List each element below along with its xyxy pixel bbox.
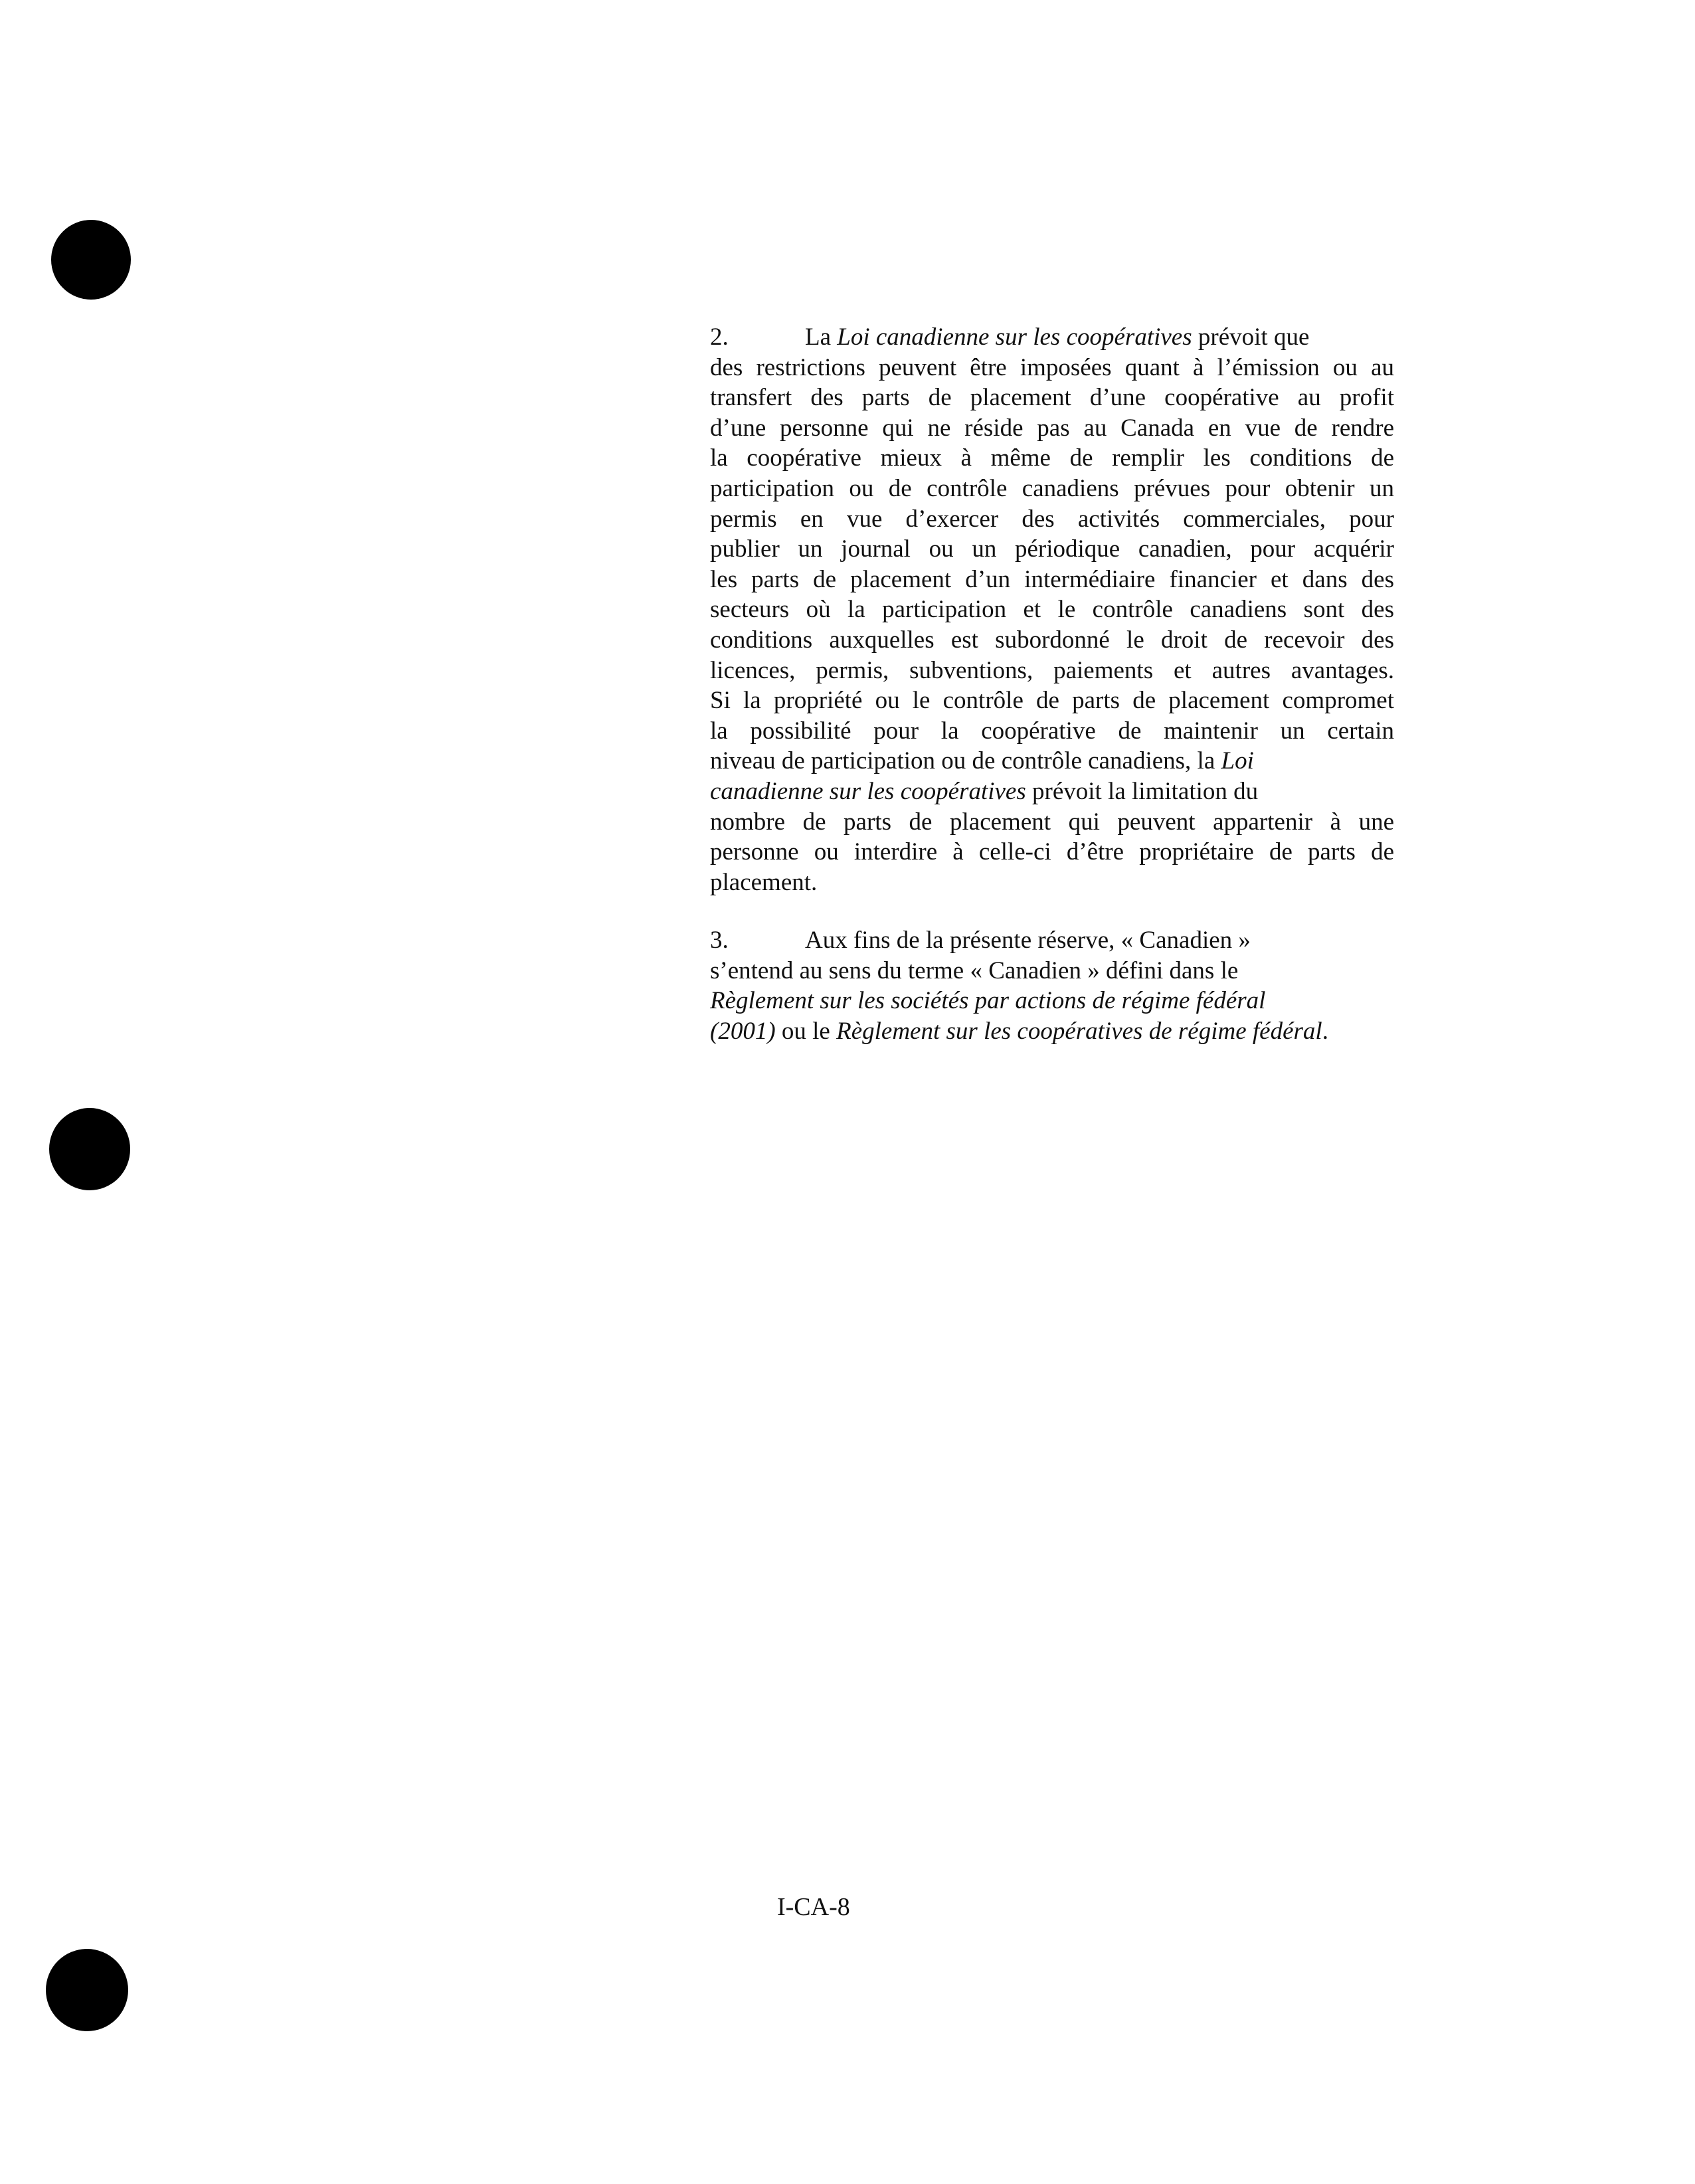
- paragraph-2-line-7: permis en vue d’exercer des activités commerciales, pour: [710, 505, 1394, 533]
- act-title-italic: Loi canadienne sur les coopératives: [837, 323, 1192, 351]
- paragraph-2-line-1: [710, 322, 1394, 353]
- paragraph-2-number: 2.: [710, 323, 729, 351]
- paragraph-2-line-5: la coopérative mieux à même de remplir les conditions de: [710, 444, 1394, 472]
- text-run: niveau de participation ou de contrôle canadiens, la: [710, 747, 1221, 775]
- paragraph-3-line-4: [710, 1016, 1394, 1047]
- text-run: prévoit la limitation du: [1026, 777, 1259, 805]
- paragraph-3-number: 3.: [710, 927, 729, 955]
- paragraph-2-line-9: les parts de placement d’un intermédiaire financier et dans des: [710, 565, 1394, 593]
- document-body: [710, 322, 1394, 1075]
- paragraph-3-line-1: [710, 925, 1394, 956]
- paragraph-3: [710, 925, 1394, 1046]
- paragraph-2-line-17: nombre de parts de placement qui peuvent appartenir à une: [710, 808, 1394, 836]
- paragraph-2: [710, 322, 1394, 897]
- text-run: La: [805, 323, 838, 351]
- paragraph-2-line-10: secteurs où la participation et le contrôle canadiens sont des: [710, 596, 1394, 624]
- text-run: Aux fins de la présente réserve, « Canadien »: [805, 927, 1251, 955]
- act-title-italic: Loi: [1221, 747, 1254, 775]
- regulation-title-italic: Règlement sur les sociétés par actions de régime fédéral: [710, 987, 1266, 1015]
- paragraph-2-line-14: la possibilité pour la coopérative de maintenir un certain: [710, 717, 1394, 745]
- paragraph-2-line-3: transfert des parts de placement d’une coopérative au profit: [710, 384, 1394, 412]
- paragraph-2-line-16: [710, 776, 1394, 807]
- paragraph-3-line-2: s’entend au sens du terme « Canadien » défini dans le: [710, 956, 1239, 984]
- paragraph-2-line-19: placement.: [710, 868, 818, 896]
- paragraph-2-line-8: publier un journal ou un périodique canadien, pour acquérir: [710, 535, 1394, 563]
- punch-hole-top: [51, 220, 131, 300]
- paragraph-2-line-18: personne ou interdire à celle-ci d’être propriétaire de parts de: [710, 838, 1394, 866]
- text-run: ou le: [775, 1018, 837, 1046]
- text-run: prévoit que: [1192, 323, 1310, 351]
- paragraph-2-line-13: Si la propriété ou le contrôle de parts de placement compromet: [710, 687, 1394, 715]
- paragraph-2-line-6: participation ou de contrôle canadiens prévues pour obtenir un: [710, 474, 1394, 502]
- paragraph-2-line-2: des restrictions peuvent être imposées quant à l’émission ou au: [710, 353, 1394, 381]
- punch-hole-bottom: [46, 1949, 128, 2031]
- regulation-year-italic: (2001): [710, 1018, 776, 1046]
- text-run: .: [1322, 1018, 1328, 1046]
- paragraph-2-line-11: conditions auxquelles est subordonné le droit de recevoir des: [710, 626, 1394, 654]
- paragraph-3-line-3: [710, 986, 1394, 1016]
- paragraph-2-line-4: d’une personne qui ne réside pas au Canada en vue de rendre: [710, 414, 1394, 442]
- paragraph-2-line-15: [710, 746, 1394, 776]
- paragraph-2-line-12: licences, permis, subventions, paiements et autres avantages.: [710, 656, 1394, 684]
- act-title-italic: canadienne sur les coopératives: [710, 777, 1026, 805]
- page-number: I-CA-8: [777, 1893, 850, 1921]
- punch-hole-middle: [49, 1108, 130, 1190]
- regulation-title-italic: Règlement sur les coopératives de régime fédéral: [836, 1018, 1322, 1046]
